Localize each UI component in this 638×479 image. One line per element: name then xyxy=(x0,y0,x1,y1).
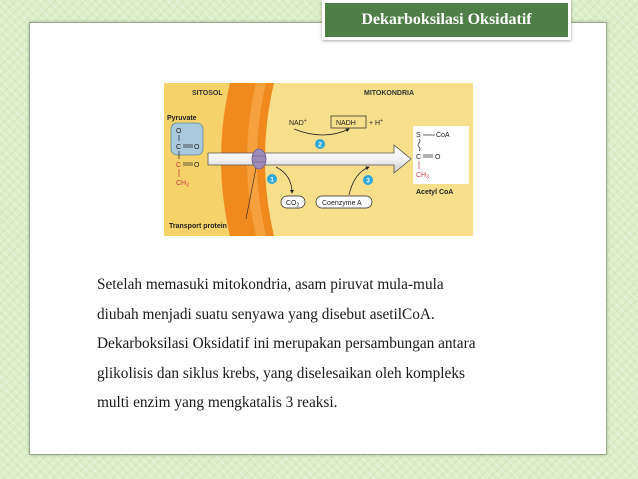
slide-title xyxy=(322,0,571,40)
body-line-2: diubah menjadi suatu senyawa yang disebut asetilCoA. xyxy=(97,305,435,323)
pyruvate-c1: C xyxy=(176,144,182,151)
step-1-label: 1 xyxy=(270,176,274,184)
acetyl-coa-coa: CoA xyxy=(436,132,450,139)
pyruvate-c2: C xyxy=(176,162,182,169)
pyruvate-ch3: $CH_3$ xyxy=(176,180,189,189)
body-line-4: glikolisis dan siklus krebs, yang diselesaikan oleh kompleks xyxy=(97,364,465,382)
slide-title-text: Dekarboksilasi Oksidatif xyxy=(361,11,532,28)
nad-label: NAD+ xyxy=(289,118,307,127)
body-line-3: Dekarboksilasi Oksidatif ini merupakan persambungan antara xyxy=(97,335,476,352)
nadh-label: NADH xyxy=(336,120,356,127)
transport-protein xyxy=(252,149,266,169)
pyruvate-o-minus: O xyxy=(176,128,182,135)
slide-body-text xyxy=(97,270,567,418)
coenzyme-a-label: Coenzyme A xyxy=(322,200,362,207)
body-line-1: Setelah memasuki mitokondria, asam piruvat mula-mula xyxy=(97,276,444,293)
mitochondria-label: MITOKONDRIA xyxy=(364,90,415,97)
pyruvate-o2: O xyxy=(194,162,200,169)
acetyl-coa-label: Acetyl CoA xyxy=(416,189,454,196)
step-3-label: 3 xyxy=(366,177,370,185)
cytosol-label: SITOSOL xyxy=(192,90,223,97)
acetyl-coa-s: S xyxy=(416,132,421,139)
pyruvate-o1: O xyxy=(194,144,200,151)
step-2-label: 2 xyxy=(318,141,322,149)
acetyl-coa-ch3: $CH_3$ xyxy=(416,172,429,181)
body-line-5: multi enzim yang mengkatalis 3 reaksi. xyxy=(97,394,338,411)
co2-label: $CO_2$ xyxy=(286,200,300,209)
pyruvate-oxidation-diagram xyxy=(164,83,473,236)
pyruvate-label: Pyruvate xyxy=(167,115,197,122)
transport-protein-label: Transport protein xyxy=(169,223,227,230)
h-plus-label: + H+ xyxy=(369,118,384,127)
acetyl-coa-c: C xyxy=(416,154,422,161)
acetyl-coa-o: O xyxy=(435,154,441,161)
